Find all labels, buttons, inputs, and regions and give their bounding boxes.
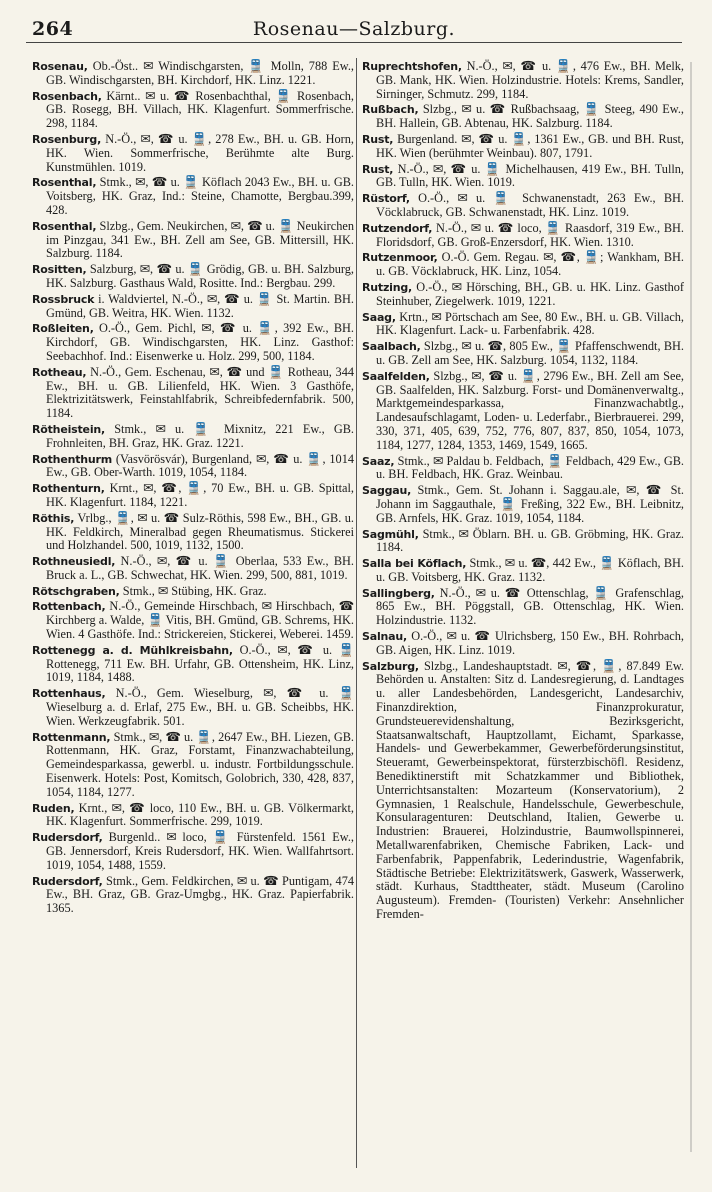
page-edge-shadow [690, 62, 702, 1152]
entry-text: Slzbg., Landeshauptstadt. ✉, ☎, 🚆, 87.849 Ew. Behörden u. Anstalten: Sitz d. Landesregierung, d. Landtages u. aller Landesbehörden, Landesgericht, Landesarchiv, Finanzdirektion, Finanzprokuratur, Grundsteuerevidenshaltung, Bezirksgericht, Staatsanwaltschaft, Hauptzollamt, Eichamt, Sparkasse, Handels- und Gewerbekammer, Gewerbeförderungsinstitut, Steueramt, Gewerbeinspektorat, fürsterzbischöfl. Residenz, Benediktinerstift mit Schatzkammer und Bibliothek, Unterrichtsanstalten: Mozarteum (Konservatorium), 2 Gymnasien, 1 Realschule, Handelsschule, Gewerbeschule, Konsularagenturen: Deutschland, Italien, Gewerbe u. Industrien: Brauerei, Holzindustrie, Baumwollspinnerei, Metallwarenfabriken, Chemische Fabriken, Lack- und Farbenfabrik, Pappenfabrik, Lederindustrie, Wagenfabrik, Städtische Betriebe: Elektrizitätswerk, Gaswerk, Wasserwerk, städt. Kurhaus, Stadttheater, städt. Museum (Carolino Augusteum). Fremden- (Touristen) Verkehr: Ansehnlicher Fremden- [376, 658, 685, 922]
gazetteer-entry [32, 731, 354, 800]
entry-text: N.-Ö., ✉ u. ☎ loco, 🚆 Raasdorf, 319 Ew., BH. Floridsdorf, GB. Groß-Enzersdorf, HK. Wien. 1310. [376, 220, 684, 249]
entry-text: (Vasvörösvár), Burgenland, ✉, ☎ u. 🚆, 1014 Ew., GB. Ober-Warth. 1019, 1054, 1184. [46, 451, 354, 480]
entry-headword: Rust, [362, 162, 394, 176]
gazetteer-entry [32, 875, 354, 916]
gazetteer-entry [362, 60, 684, 101]
column-divider [356, 58, 357, 1168]
entry-text: O.-Ö., Gem. Pichl, ✉, ☎ u. 🚆, 392 Ew., BH. Kirchdorf, GB. Windischgarsten, HK. Linz. Gasthof: Seebachhof. Ind.: Eisenwerke u. Holz. 299, 500, 1184. [46, 321, 354, 363]
entry-headword: Rutzenmoor, [362, 251, 438, 265]
running-title: Rosenau—Salzburg. [252, 18, 456, 40]
gazetteer-entry [32, 600, 354, 641]
gazetteer-entry [32, 555, 354, 583]
entry-text: O.-Ö., ✉ Hörsching, BH., GB. u. HK. Linz. Gasthof Steinhuber, Ziegelwerk. 1019, 1221. [376, 279, 685, 308]
entry-headword: Rossbruck [32, 292, 95, 306]
entry-headword: Rottenmann, [32, 730, 111, 744]
entry-text: O.-Ö., ✉ u. ☎ Ulrichsberg, 150 Ew., BH. Rohrbach, GB. Aigen, HK. Linz. 1019. [376, 629, 684, 657]
entry-text: Slzbg., Gem. Neukirchen, ✉, ☎ u. 🚆 Neukirchen im Pinzgau, 341 Ew., BH. Zell am See, GB. Mittersill, HK. Salzburg. 1184. [46, 218, 354, 261]
gazetteer-entry [32, 423, 354, 451]
gazetteer-entry [32, 220, 354, 261]
gazetteer-entry [362, 133, 684, 161]
entry-headword: Ruprechtshofen, [362, 60, 462, 73]
entry-headword: Rudersdorf, [32, 831, 103, 845]
right-column [362, 60, 684, 924]
entry-text: Krnt., ✉, ☎ loco, 110 Ew., BH. u. GB. Völkermarkt, HK. Klagenfurt. Sommerfrische. 299, 1019. [46, 800, 354, 829]
entry-text: Burgenld.. ✉ loco, 🚆 Fürstenfeld. 1561 Ew., GB. Jennersdorf, Kreis Rudersdorf, HK. Wien. Wallfahrtsort. 1019, 1054, 1488, 1559. [46, 830, 354, 872]
entry-text: Burgenland. ✉, ☎ u. 🚆, 1361 Ew., GB. und BH. Rust, HK. Wien (berühmter Weinbau). 807, 1791. [376, 131, 684, 160]
entry-text: Stmk., ✉ u. 🚆 Mixnitz, 221 Ew., GB. Frohnleiten, BH. Graz, HK. Graz. 1221. [46, 421, 354, 450]
gazetteer-entry [362, 311, 684, 339]
entry-headword: Rötheistein, [32, 422, 105, 436]
entry-headword: Sagmühl, [362, 527, 419, 541]
gazetteer-entry [362, 192, 684, 220]
entry-text: N.-Ö., ✉, ☎ u. 🚆, 278 Ew., BH. u. GB. Horn, HK. Wien. Sommerfrische, Berühmte alte Burg. Kunstmühlen. 1019. [46, 131, 354, 174]
entry-headword: Rutzing, [362, 280, 413, 294]
gazetteer-entry [362, 281, 684, 309]
gazetteer-entry [32, 512, 354, 553]
entry-text: Krnt., ✉, ☎, 🚆, 70 Ew., BH. u. GB. Spittal, HK. Klagenfurt. 1184, 1221. [46, 481, 354, 509]
entry-text: Stmk., ✉ Öblarn. BH. u. GB. Gröbming, HK. Graz. 1184. [376, 526, 684, 555]
entry-text: N.-Ö., ✉, ☎ u. 🚆 Oberlaa, 533 Ew., BH. Bruck a. L., GB. Schwechat, HK. Wien. 299, 500, 881, 1019. [46, 554, 354, 582]
gazetteer-entry [32, 831, 354, 872]
entry-headword: Saggau, [362, 484, 412, 498]
entry-text: O.-Ö. Gem. Regau. ✉, ☎, 🚆; Wankham, BH. u. GB. Vöcklabruck, HK. Linz, 1054. [376, 250, 684, 279]
entry-text: Stmk., ✉, ☎ u. 🚆 Köflach 2043 Ew., BH. u. GB. Voitsberg, HK. Graz, Ind.: Steine, Chamotte, Bergbau.399, 428. [46, 175, 354, 217]
entry-text: N.-Ö., ✉, ☎ u. 🚆 Michelhausen, 419 Ew., BH. Tulln, GB. Tulln, HK. Wien. 1019. [376, 161, 684, 190]
entry-text: O.-Ö., ✉, ☎ u. 🚆 Rottenegg, 711 Ew. BH. Urfahr, GB. Ottensheim, HK. Linz, 1019, 1184, 1488. [46, 642, 354, 685]
entry-text: Stmk., Gem. St. Johann i. Saggau.ale, ✉, ☎ St. Johann im Saggauthale, 🚆 Freßing, 322 Ew., BH. Leibnitz, GB. Arnfels, HK. Graz. 1019, 1054, 1184. [376, 483, 684, 525]
entry-headword: Salla bei Köflach, [362, 557, 467, 571]
entry-text: Stmk., ✉ Stübing, HK. Graz. [122, 583, 267, 598]
gazetteer-entry [362, 222, 684, 250]
gazetteer-entry [362, 340, 684, 368]
gazetteer-entry [32, 322, 354, 363]
gazetteer-entry [32, 644, 354, 685]
entry-text: N.-Ö., ✉, ☎ u. 🚆, 476 Ew., BH. Melk, GB. Mank, HK. Wien. Holzindustrie. Hotels: Krems, Sandler, Sirninger, Schmutz. 299, 1184. [376, 59, 684, 101]
entry-headword: Rothenturn, [32, 482, 105, 496]
entry-headword: Rust, [362, 132, 394, 146]
left-column [32, 60, 354, 918]
gazetteer-entry [362, 103, 684, 131]
entry-headword: Ruden, [32, 801, 75, 815]
entry-headword: Rosenau, [32, 60, 88, 73]
entry-headword: Salnau, [362, 630, 407, 644]
entry-headword: Rottenhaus, [32, 687, 106, 701]
gazetteer-entry [362, 370, 684, 453]
entry-headword: Salzburg, [362, 659, 419, 673]
gazetteer-entry [32, 263, 354, 291]
entry-text: Stmk., ✉ u. ☎, 442 Ew., 🚆 Köflach, BH. u. GB. Voitsberg, HK. Graz. 1132. [376, 556, 684, 584]
gazetteer-entry [32, 453, 354, 481]
gazetteer-entry [362, 528, 684, 556]
gazetteer-entry [362, 630, 684, 658]
entry-headword: Sallingberg, [362, 586, 435, 600]
entry-headword: Saalbach, [362, 340, 421, 354]
entry-text: Stmk., Gem. Feldkirchen, ✉ u. ☎ Puntigam, 474 Ew., BH. Graz, GB. Graz-Umgbg., HK. Graz. Papierfabrik. 1365. [46, 873, 354, 916]
gazetteer-entry [32, 60, 354, 88]
gazetteer-entry [32, 293, 354, 321]
entry-headword: Rositten, [32, 263, 87, 277]
gazetteer-entry [362, 484, 684, 525]
gazetteer-entry [32, 366, 354, 421]
entry-headword: Roßleiten, [32, 322, 94, 336]
entry-text: Stmk., ✉ Paldau b. Feldbach, 🚆 Feldbach, 429 Ew., GB. u. BH. Feldbach, HK. Graz. Weinbau. [376, 453, 685, 482]
entry-text: N.-Ö., Gemeinde Hirschbach, ✉ Hirschbach, ☎ Kirchberg a. Walde, 🚆 Vitis, BH. Gmünd, GB. Schrems, HK. Wien. 4 Gasthöfe. Ind.: Strickereien, Stickerei, Weberei. 1459. [46, 599, 354, 642]
entry-headword: Rosenthal, [32, 176, 97, 190]
entry-headword: Rötschgraben, [32, 584, 120, 598]
gazetteer-entry [362, 455, 684, 483]
gazetteer-entry [32, 90, 354, 131]
gazetteer-entry [32, 176, 354, 217]
gazetteer-entry [362, 660, 684, 922]
entry-headword: Rotheau, [32, 365, 87, 379]
entry-headword: Rutzendorf, [362, 221, 433, 235]
entry-text: Stmk., ✉, ☎ u. 🚆, 2647 Ew., BH. Liezen, GB. Rottenmann, HK. Graz, Forstamt, Finanzwachabteilung, Gemeindesparkassa, gewerbl. u. industr. Fortbildungsschule. Eisenwerk. Hotels: Post, Komitsch, Golobrich, 330, 428, 837, 1054, 1184, 1277. [46, 729, 354, 799]
entry-text: N.-Ö., Gem. Eschenau, ✉, ☎ und 🚆 Rotheau, 344 Ew., BH. u. GB. Lilienfeld, HK. Wien. 3 Gasthöfe, Elektrizitätswerk, Feinstahlfabrik, Schreibfedernfabrik. 500, 1184. [46, 364, 354, 421]
gazetteer-entry [362, 163, 684, 191]
gazetteer-entry [32, 133, 354, 174]
entry-text: Slzbg., ✉ u. ☎ Rußbachsaag, 🚆 Steeg, 490 Ew., BH. Hallein, GB. Abtenau, HK. Salzburg. 1184. [376, 102, 685, 131]
entry-text: N.-Ö., ✉ u. ☎ Ottenschlag, 🚆 Grafenschlag, 865 Ew., BH. Pöggstall, GB. Ottenschlag, HK. Wien. Holzindustrie. 1132. [376, 585, 684, 628]
page-header [26, 12, 682, 43]
gazetteer-entry [362, 587, 684, 628]
entry-text: Kärnt.. ✉ u. ☎ Rosenbachthal, 🚆 Rosenbach, GB. Rosegg, BH. Villach, HK. Klagenfurt. Sommerfrische. 298, 1184. [46, 88, 355, 131]
gazetteer-entry [362, 557, 684, 585]
entry-headword: Rothenthurm [32, 452, 113, 466]
entry-headword: Rudersdorf, [32, 874, 103, 888]
entry-headword: Rosenbach, [32, 89, 102, 103]
entry-headword: Röthis, [32, 511, 75, 525]
entry-headword: Rüstorf, [362, 192, 410, 206]
entry-text: i. Waldviertel, N.-Ö., ✉, ☎ u. 🚆 St. Martin. BH. Gmünd, GB. Weitra, HK. Wien. 1132. [46, 291, 354, 320]
page-number: 264 [32, 18, 74, 40]
entry-headword: Saalfelden, [362, 369, 430, 383]
entry-text: N.-Ö., Gem. Wieselburg, ✉, ☎ u. 🚆 Wieselburg a. d. Erlaf, 275 Ew., BH. u. GB. Scheibbs, HK. Wien. Werkzeugfabrik. 501. [46, 686, 354, 728]
entry-text: Krtn., ✉ Pörtschach am See, 80 Ew., BH. u. GB. Villach, HK. Klagenfurt. Lack- u. Farbenfabrik. 428. [376, 309, 684, 338]
entry-headword: Rottenbach, [32, 600, 106, 614]
entry-text: Vrlbg., 🚆, ✉ u. ☎ Sulz-Röthis, 598 Ew., BH., GB. u. HK. Feldkirch, Mineralbad gegen Rheumatismus. Stickerei und Holzhandel. 500, 1019, 1132, 1500. [46, 510, 354, 553]
gazetteer-entry [32, 585, 354, 599]
entry-headword: Saag, [362, 310, 396, 324]
gazetteer-entry [32, 482, 354, 510]
entry-text: Ob.-Öst.. ✉ Windischgarsten, 🚆 Molln, 788 Ew., GB. Windischgarsten, BH. Kirchdorf, HK. Linz. 1221. [46, 59, 354, 87]
entry-headword: Rothneusiedl, [32, 555, 116, 569]
gazetteer-entry [32, 687, 354, 728]
entry-text: Slzbg., ✉, ☎ u. 🚆, 2796 Ew., BH. Zell am See, GB. Saalfelden, HK. Salzburg. Forst- und Domänenverwaltg., Marktgemeindesparkassa, Finanzwachabtlg., Landesaufschlagamt, Loden- u. Lederfabr., Bierbrauerei. 299, 330, 371, 405, 639, 752, 776, 807, 837, 850, 1054, 1073, 1184, 1277, 1284, 1353, 1469, 1549, 1665. [376, 368, 684, 452]
entry-text: Salzburg, ✉, ☎ u. 🚆 Grödig, GB. u. BH. Salzburg, HK. Salzburg. Gasthaus Wald, Rositte. Ind.: Bergbau. 299. [46, 262, 354, 290]
gazetteer-entry [32, 802, 354, 830]
entry-headword: Rosenthal, [32, 219, 97, 233]
entry-headword: Rottenegg a. d. Mühlkreisbahn, [32, 643, 233, 657]
gazetteer-entry [362, 251, 684, 279]
entry-headword: Rußbach, [362, 103, 419, 117]
entry-text: Slzbg., ✉ u. ☎, 805 Ew., 🚆 Pfaffenschwendt, BH. u. GB. Zell am See, HK. Salzburg. 1054, 1132, 1184. [376, 339, 684, 367]
entry-text: O.-Ö., ✉ u. 🚆 Schwanenstadt, 263 Ew., BH. Vöcklabruck, GB. Schwanenstadt, HK. Linz. 1019. [376, 191, 684, 219]
entry-headword: Saaz, [362, 454, 395, 468]
entry-headword: Rosenburg, [32, 132, 102, 146]
